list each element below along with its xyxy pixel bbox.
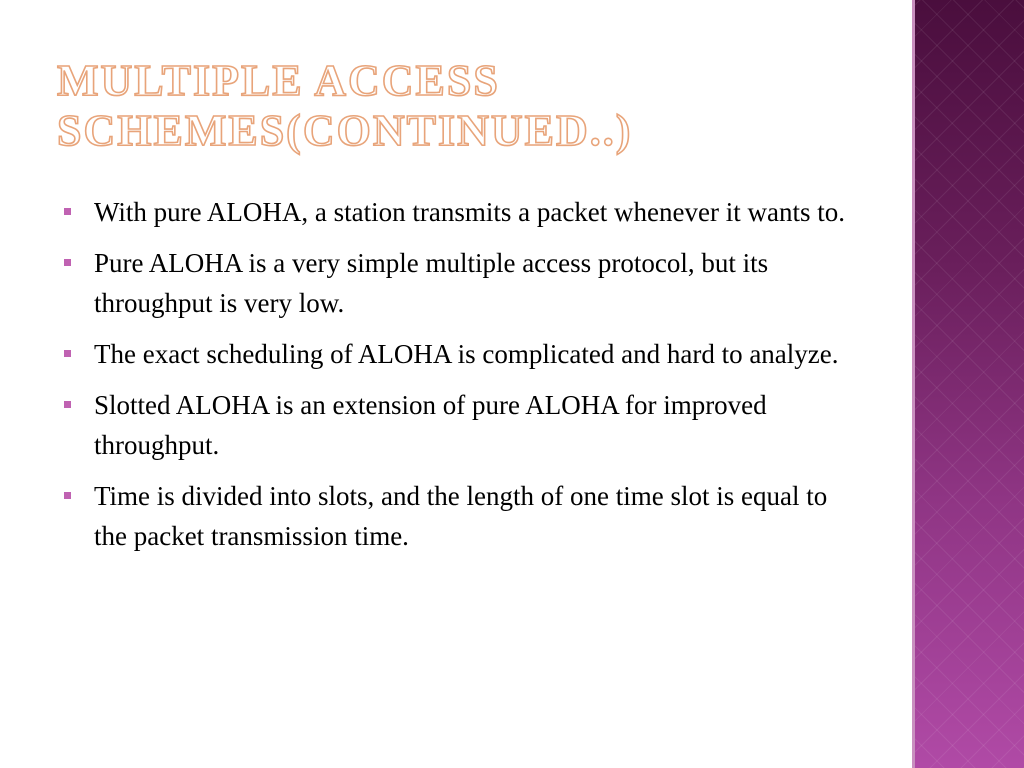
bullet-text: Slotted ALOHA is an extension of pure ALOHA for improved throughput. xyxy=(94,390,767,460)
slide-title: MULTIPLE ACCESS SCHEMES(CONTINUED..) xyxy=(57,56,633,155)
bullet-list xyxy=(62,192,862,567)
bullet-text: The exact scheduling of ALOHA is complicated and hard to analyze. xyxy=(94,339,839,369)
square-bullet-icon xyxy=(64,350,71,357)
bullet-text: With pure ALOHA, a station transmits a packet whenever it wants to. xyxy=(94,197,845,227)
bullet-text: Time is divided into slots, and the length of one time slot is equal to the packet transmission time. xyxy=(94,481,828,551)
square-bullet-icon xyxy=(64,208,71,215)
bullet-item xyxy=(62,385,862,465)
decorative-side-band xyxy=(912,0,1024,768)
square-bullet-icon xyxy=(64,401,71,408)
bullet-item xyxy=(62,334,862,374)
square-bullet-icon xyxy=(64,259,71,266)
bullet-text: Pure ALOHA is a very simple multiple access protocol, but its throughput is very low. xyxy=(94,248,769,318)
bullet-item xyxy=(62,243,862,323)
bullet-item xyxy=(62,476,862,556)
side-band-edge xyxy=(912,0,915,768)
bullet-item xyxy=(62,192,862,232)
square-bullet-icon xyxy=(64,492,71,499)
